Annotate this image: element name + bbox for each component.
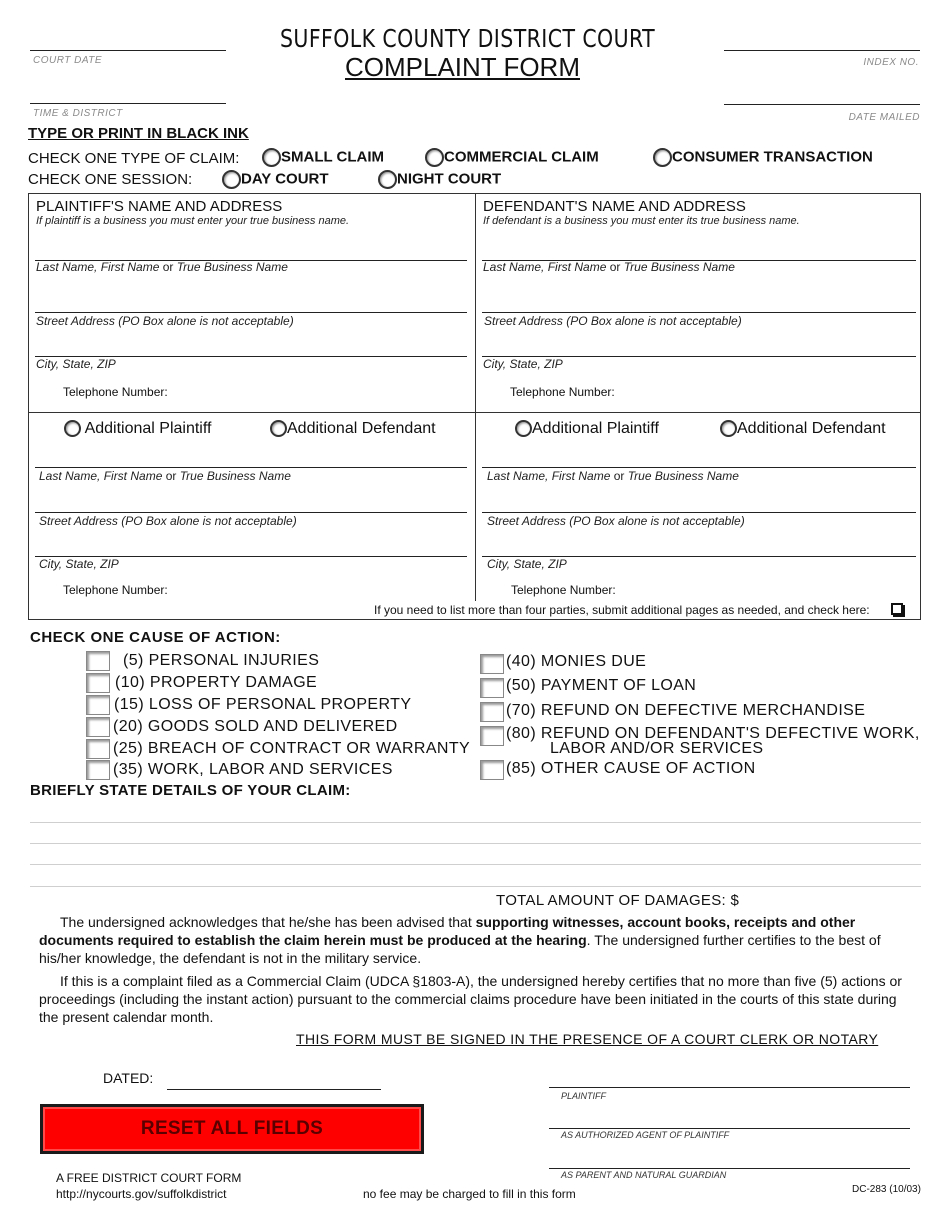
defendant-street-field[interactable] bbox=[482, 312, 916, 313]
radio-icon[interactable] bbox=[378, 170, 397, 189]
radio-icon[interactable] bbox=[515, 420, 532, 437]
additional-left-street-field[interactable] bbox=[35, 512, 467, 513]
plaintiff-city-label: City, State, ZIP bbox=[36, 357, 116, 371]
sign-notice: THIS FORM MUST BE SIGNED IN THE PRESENCE OF A COURT CLERK OR NOTARY bbox=[296, 1031, 879, 1047]
radio-icon[interactable] bbox=[720, 420, 737, 437]
additional-left-defendant-option[interactable] bbox=[270, 420, 436, 438]
cause-35-checkbox[interactable] bbox=[86, 760, 110, 780]
cause-20-checkbox[interactable] bbox=[86, 717, 110, 737]
additional-left-plaintiff-option[interactable] bbox=[64, 420, 211, 438]
defendant-phone-label: Telephone Number: bbox=[510, 385, 615, 399]
cause-70-label: (70) REFUND ON DEFECTIVE MERCHANDISE bbox=[506, 702, 866, 719]
claim-consumer-label: CONSUMER TRANSACTION bbox=[672, 148, 873, 166]
name-label-part: Last Name, First Name bbox=[39, 469, 163, 483]
date-mailed-field[interactable] bbox=[724, 104, 920, 105]
plaintiff-street-label: Street Address (PO Box alone is not acceptable) bbox=[36, 314, 294, 328]
cause-25-checkbox[interactable] bbox=[86, 739, 110, 759]
name-label-part: True Business Name bbox=[176, 260, 288, 274]
plaintiff-signature-label: PLAINTIFF bbox=[561, 1091, 607, 1101]
causes-heading: CHECK ONE CAUSE OF ACTION: bbox=[30, 629, 281, 646]
guardian-signature-field[interactable] bbox=[549, 1168, 910, 1169]
court-date-field[interactable] bbox=[30, 50, 226, 51]
defendant-note: If defendant is a business you must enter its true business name. bbox=[483, 215, 800, 227]
name-label-or: or bbox=[159, 260, 177, 274]
name-label-part: True Business Name bbox=[627, 469, 739, 483]
session-night-label: NIGHT COURT bbox=[397, 170, 502, 188]
additional-right-name-label bbox=[487, 469, 739, 483]
index-no-field[interactable] bbox=[724, 50, 920, 51]
additional-defendant-label: Additional Defendant bbox=[287, 420, 436, 437]
radio-icon[interactable] bbox=[222, 170, 241, 189]
date-mailed-label: DATE MAILED bbox=[848, 112, 920, 123]
name-label-part: Last Name, First Name bbox=[36, 260, 160, 274]
plaintiff-heading: PLAINTIFF'S NAME AND ADDRESS bbox=[36, 198, 283, 215]
session-day-option[interactable] bbox=[222, 170, 329, 189]
total-damages-label: TOTAL AMOUNT OF DAMAGES: $ bbox=[496, 892, 740, 909]
additional-left-name-label bbox=[39, 469, 291, 483]
defendant-city-label: City, State, ZIP bbox=[483, 357, 563, 371]
details-line-1[interactable] bbox=[30, 822, 921, 823]
cause-20-label: (20) GOODS SOLD AND DELIVERED bbox=[113, 718, 398, 735]
court-name: SUFFOLK COUNTY DISTRICT COURT bbox=[280, 24, 656, 53]
additional-right-street-label: Street Address (PO Box alone is not acceptable) bbox=[487, 514, 745, 528]
footer-no-fee: no fee may be charged to fill in this form bbox=[363, 1187, 576, 1201]
additional-right-defendant-option[interactable] bbox=[720, 420, 886, 438]
time-district-label: TIME & DISTRICT bbox=[33, 108, 123, 119]
radio-icon[interactable] bbox=[425, 148, 444, 167]
session-label: CHECK ONE SESSION: bbox=[28, 171, 193, 188]
plaintiff-note: If plaintiff is a business you must enter your true business name. bbox=[36, 215, 350, 227]
ack-text-b: . The undersigned further certifies to the best of his/her knowledge, the defendant is not in the military service. bbox=[39, 932, 881, 966]
form-title: COMPLAINT FORM bbox=[345, 52, 580, 82]
more-parties-note: If you need to list more than four parties, submit additional pages as needed, and check here: bbox=[374, 603, 870, 617]
claim-type-label: CHECK ONE TYPE OF CLAIM: bbox=[28, 150, 240, 167]
cause-5-label: (5) PERSONAL INJURIES bbox=[123, 652, 320, 669]
additional-plaintiff-label: Additional Plaintiff bbox=[532, 420, 659, 437]
additional-right-city-label: City, State, ZIP bbox=[487, 557, 567, 571]
defendant-name-label bbox=[483, 260, 735, 274]
details-line-3[interactable] bbox=[30, 864, 921, 865]
additional-right-street-field[interactable] bbox=[482, 512, 916, 513]
claim-small-label: SMALL CLAIM bbox=[281, 148, 385, 166]
plaintiff-name-label bbox=[36, 260, 288, 274]
cause-15-label: (15) LOSS OF PERSONAL PROPERTY bbox=[114, 696, 412, 713]
claim-commercial-label: COMMERCIAL CLAIM bbox=[444, 148, 599, 166]
cause-80-checkbox[interactable] bbox=[480, 726, 504, 746]
footer-form-code: DC-283 (10/03) bbox=[852, 1184, 921, 1195]
guardian-signature-label: AS PARENT AND NATURAL GUARDIAN bbox=[561, 1170, 727, 1180]
radio-icon[interactable] bbox=[64, 420, 81, 437]
additional-left-street-label: Street Address (PO Box alone is not acceptable) bbox=[39, 514, 297, 528]
additional-defendant-label: Additional Defendant bbox=[737, 420, 886, 437]
defendant-street-label: Street Address (PO Box alone is not acceptable) bbox=[484, 314, 742, 328]
parties-divider-vertical bbox=[475, 193, 476, 601]
name-label-or: or bbox=[162, 469, 180, 483]
cause-10-checkbox[interactable] bbox=[86, 673, 110, 693]
ack-text-a: The undersigned acknowledges that he/she has been advised that bbox=[60, 914, 476, 930]
reset-all-fields-button[interactable]: RESET ALL FIELDS bbox=[40, 1104, 424, 1154]
name-label-part: Last Name, First Name bbox=[487, 469, 611, 483]
additional-plaintiff-label: Additional Plaintiff bbox=[84, 420, 212, 437]
parties-divider-horizontal bbox=[28, 412, 921, 413]
cause-85-label: (85) OTHER CAUSE OF ACTION bbox=[506, 760, 756, 777]
cause-10-label: (10) PROPERTY DAMAGE bbox=[115, 674, 318, 691]
commercial-certification-paragraph: If this is a complaint filed as a Commercial Claim (UDCA §1803-A), the undersigned hereby certifies that no more than five (5) actions or proceedings (including the instant action) pursuant to the commercial claims procedure have been initiated in the courts of this state during the present calendar month. bbox=[39, 973, 902, 1025]
acknowledgement-paragraph bbox=[39, 913, 917, 967]
name-label-part: Last Name, First Name bbox=[483, 260, 607, 274]
cause-85-checkbox[interactable] bbox=[480, 760, 504, 780]
footer-free-form: A FREE DISTRICT COURT FORM bbox=[56, 1171, 242, 1185]
agent-signature-field[interactable] bbox=[549, 1128, 910, 1129]
index-no-label: INDEX NO. bbox=[863, 57, 919, 68]
dated-field[interactable] bbox=[167, 1089, 381, 1090]
total-damages-input[interactable] bbox=[735, 890, 920, 910]
plaintiff-street-field[interactable] bbox=[35, 312, 467, 313]
cause-5-checkbox[interactable] bbox=[86, 651, 110, 671]
cause-70-checkbox[interactable] bbox=[480, 702, 504, 722]
name-label-part: True Business Name bbox=[623, 260, 735, 274]
time-district-field[interactable] bbox=[30, 103, 226, 104]
session-day-label: DAY COURT bbox=[241, 170, 329, 188]
additional-left-phone-label: Telephone Number: bbox=[63, 583, 168, 597]
ink-instruction: TYPE OR PRINT IN BLACK INK bbox=[28, 125, 249, 142]
cause-40-checkbox[interactable] bbox=[480, 654, 504, 674]
cause-25-label: (25) BREACH OF CONTRACT OR WARRANTY bbox=[113, 740, 471, 757]
additional-right-plaintiff-option[interactable] bbox=[515, 420, 659, 438]
cause-80-continuation: LABOR AND/OR SERVICES bbox=[550, 740, 764, 757]
additional-right-name-field[interactable] bbox=[482, 467, 916, 468]
claim-small-option[interactable] bbox=[262, 148, 384, 167]
details-line-2[interactable] bbox=[30, 843, 921, 844]
defendant-heading: DEFENDANT'S NAME AND ADDRESS bbox=[483, 198, 746, 215]
claim-commercial-option[interactable] bbox=[425, 148, 599, 167]
radio-icon[interactable] bbox=[262, 148, 281, 167]
agent-signature-label: AS AUTHORIZED AGENT OF PLAINTIFF bbox=[561, 1130, 730, 1140]
more-parties-checkbox[interactable] bbox=[891, 603, 903, 615]
details-heading: BRIEFLY STATE DETAILS OF YOUR CLAIM: bbox=[30, 782, 351, 799]
cause-15-checkbox[interactable] bbox=[86, 695, 110, 715]
session-night-option[interactable] bbox=[378, 170, 501, 189]
details-line-4[interactable] bbox=[30, 886, 921, 887]
name-label-or: or bbox=[606, 260, 624, 274]
name-label-or: or bbox=[610, 469, 628, 483]
cause-40-label: (40) MONIES DUE bbox=[506, 653, 647, 670]
cause-50-label: (50) PAYMENT OF LOAN bbox=[506, 677, 697, 694]
plaintiff-signature-field[interactable] bbox=[549, 1087, 910, 1088]
court-date-label: COURT DATE bbox=[33, 55, 103, 66]
radio-icon[interactable] bbox=[653, 148, 672, 167]
footer-url[interactable]: http://nycourts.gov/suffolkdistrict bbox=[56, 1187, 227, 1201]
cause-50-checkbox[interactable] bbox=[480, 678, 504, 698]
cause-80-label: (80) REFUND ON DEFENDANT'S DEFECTIVE WORK, bbox=[506, 725, 920, 742]
additional-left-name-field[interactable] bbox=[35, 467, 467, 468]
plaintiff-phone-label: Telephone Number: bbox=[63, 385, 168, 399]
name-label-part: True Business Name bbox=[179, 469, 291, 483]
radio-icon[interactable] bbox=[270, 420, 287, 437]
claim-consumer-option[interactable] bbox=[653, 148, 873, 167]
additional-right-phone-label: Telephone Number: bbox=[511, 583, 616, 597]
additional-left-city-label: City, State, ZIP bbox=[39, 557, 119, 571]
dated-label: DATED: bbox=[103, 1070, 154, 1086]
ack-text-bold: supporting witnesses, account books, receipts and other documents required to establish the claim herein must be produced at the hearing bbox=[39, 914, 856, 948]
cause-35-label: (35) WORK, LABOR AND SERVICES bbox=[113, 761, 393, 778]
